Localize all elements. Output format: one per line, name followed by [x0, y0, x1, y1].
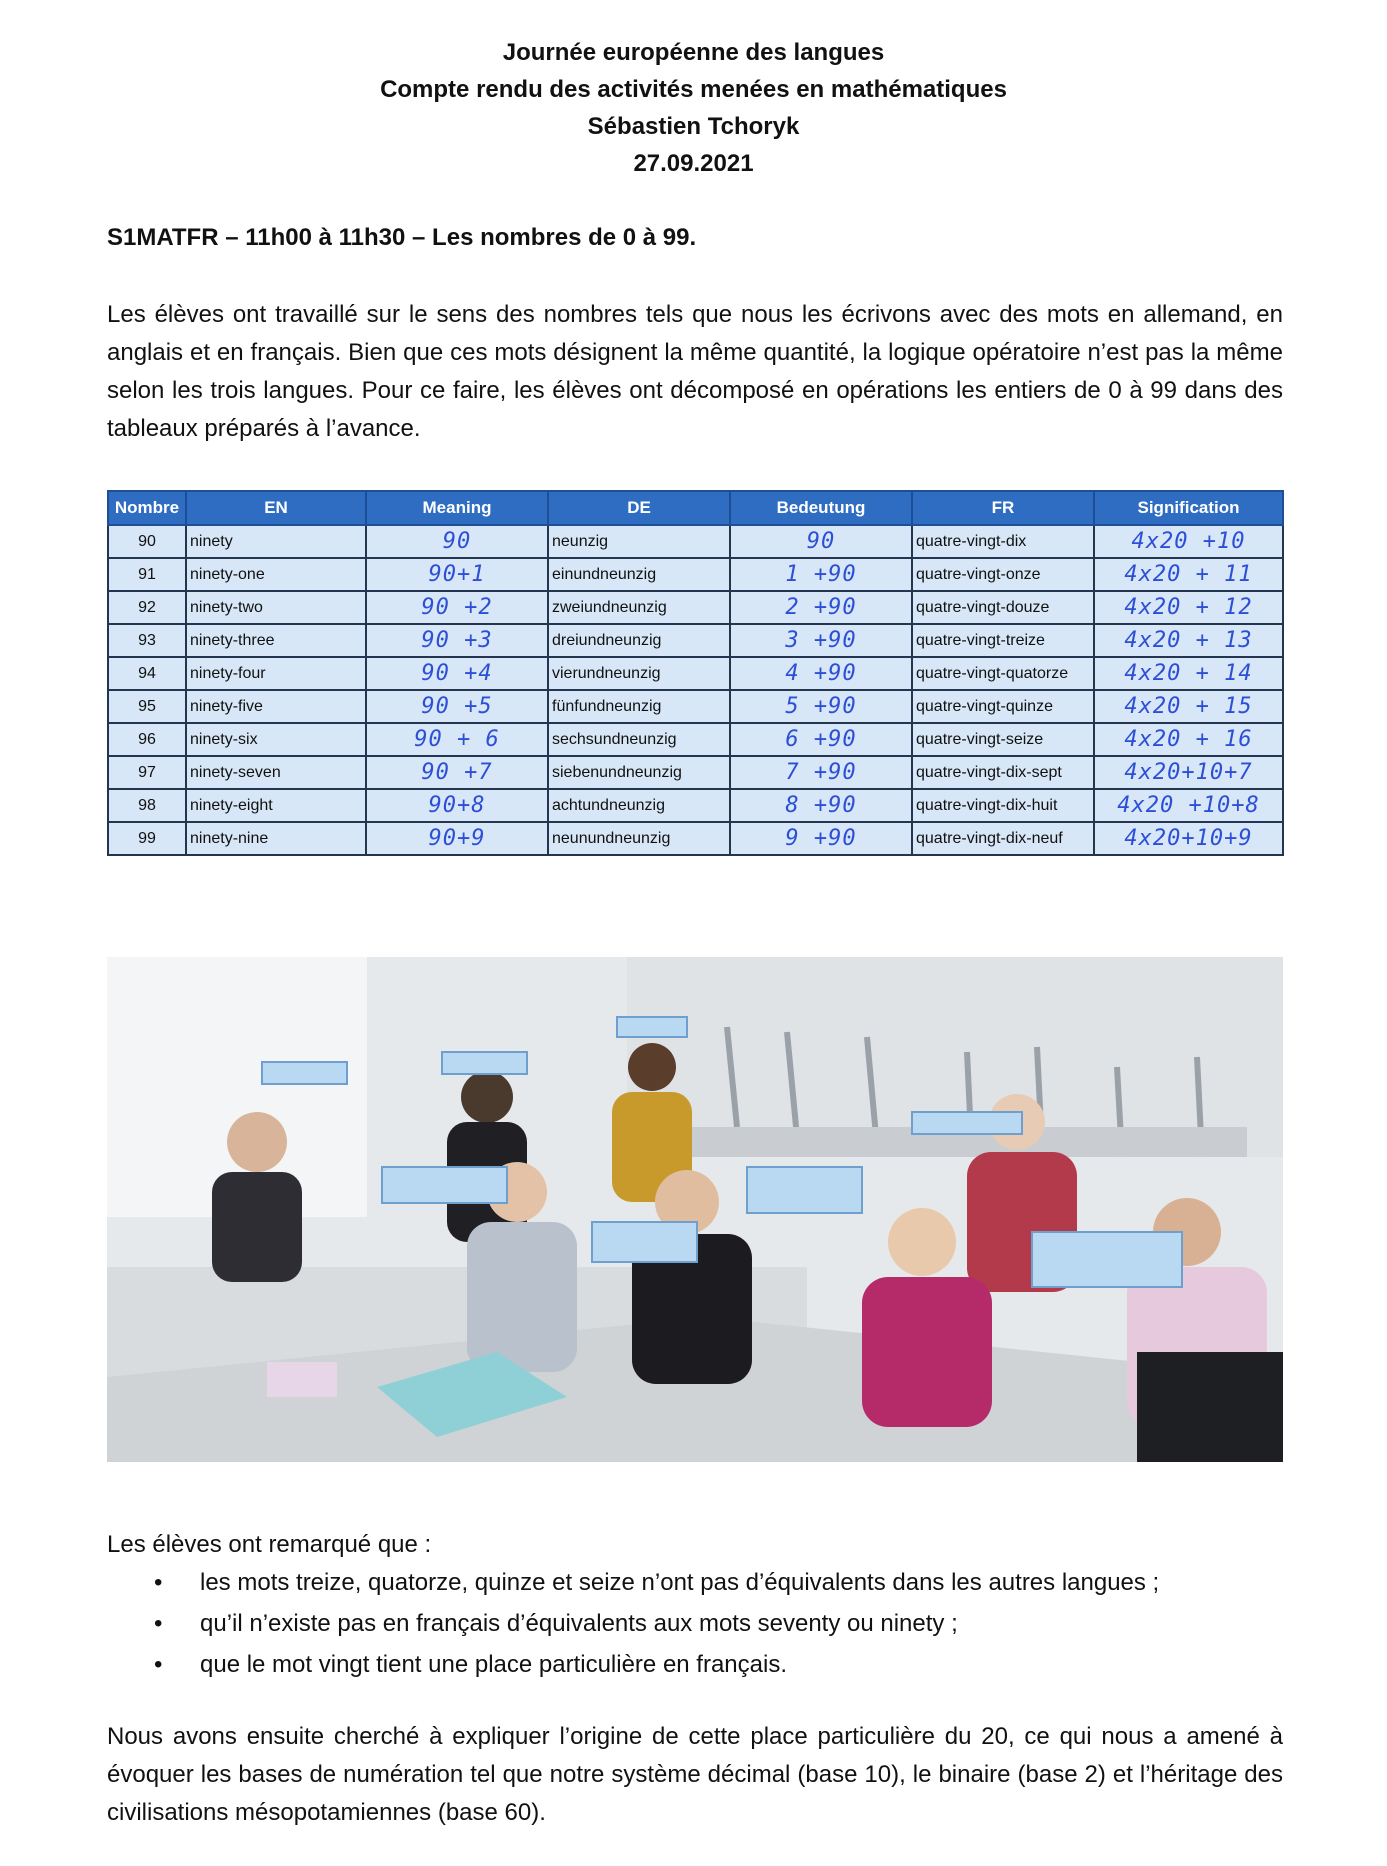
event-title: Journée européenne des langues	[502, 39, 885, 66]
table-cell: einundneunzig	[548, 558, 730, 591]
table-cell: ninety-eight	[186, 789, 366, 822]
column-header: DE	[548, 491, 730, 525]
handwritten-cell: 6 +90	[730, 723, 912, 756]
table-row	[108, 624, 1283, 657]
list-item	[140, 1644, 1280, 1685]
handwritten-cell: 90 +4	[366, 657, 548, 690]
table-cell: quatre-vingt-quinze	[912, 690, 1094, 723]
table-cell: quatre-vingt-treize	[912, 624, 1094, 657]
list-item-text: qu’il n’existe pas en français d’équivalents aux mots seventy ou ninety ;	[200, 1610, 958, 1637]
table-row	[108, 558, 1283, 591]
table-cell: 91	[108, 558, 186, 591]
table-cell: ninety-nine	[186, 822, 366, 855]
conclusion-paragraph: Nous avons ensuite cherché à expliquer l’origine de cette place particulière du 20, ce qui nous a amené à évoquer les bases de numération tel que notre système décimal (base 10), le binaire (base 2) et l’héritage des civilisations mésopotamiennes (base 60).	[107, 1723, 1283, 1826]
section-title: S1MATFR – 11h00 à 11h30 – Les nombres de 0 à 99.	[107, 224, 697, 251]
table-cell: neunundneunzig	[548, 822, 730, 855]
table-cell: 98	[108, 789, 186, 822]
author-name: Sébastien Tchoryk	[587, 113, 800, 140]
column-header: EN	[186, 491, 366, 525]
list-item-text: que le mot vingt tient une place particulière en français.	[200, 1651, 788, 1678]
handwritten-cell: 8 +90	[730, 789, 912, 822]
table-row	[108, 525, 1283, 558]
table-row	[108, 723, 1283, 756]
table-cell: quatre-vingt-dix-neuf	[912, 822, 1094, 855]
table-cell: 94	[108, 657, 186, 690]
report-title: Compte rendu des activités menées en mathématiques	[380, 76, 1007, 103]
handwritten-cell: 90+1	[366, 558, 548, 591]
column-header: Nombre	[108, 491, 186, 525]
handwritten-cell: 2 +90	[730, 591, 912, 624]
handwritten-cell: 4x20 + 14	[1094, 657, 1283, 690]
table-cell: quatre-vingt-dix-huit	[912, 789, 1094, 822]
table-row	[108, 822, 1283, 855]
handwritten-cell: 9 +90	[730, 822, 912, 855]
classroom-photo-illustration	[107, 957, 1283, 1462]
list-item	[140, 1562, 1280, 1603]
table-cell: ninety-three	[186, 624, 366, 657]
table-row	[108, 690, 1283, 723]
table-cell: quatre-vingt-douze	[912, 591, 1094, 624]
table-cell: 93	[108, 624, 186, 657]
table-row	[108, 657, 1283, 690]
table-cell: 96	[108, 723, 186, 756]
table-cell: ninety-six	[186, 723, 366, 756]
table-cell: quatre-vingt-quatorze	[912, 657, 1094, 690]
table-cell: quatre-vingt-seize	[912, 723, 1094, 756]
table-header-row	[108, 491, 1283, 525]
bullet-icon: •	[154, 1651, 163, 1678]
table-cell: zweiundneunzig	[548, 591, 730, 624]
handwritten-cell: 90 +5	[366, 690, 548, 723]
table-cell: 95	[108, 690, 186, 723]
handwritten-cell: 90 +3	[366, 624, 548, 657]
table-cell: 92	[108, 591, 186, 624]
handwritten-cell: 4x20 + 11	[1094, 558, 1283, 591]
column-header: Meaning	[366, 491, 548, 525]
handwritten-cell: 90 +2	[366, 591, 548, 624]
handwritten-cell: 1 +90	[730, 558, 912, 591]
table-row	[108, 591, 1283, 624]
table-cell: 99	[108, 822, 186, 855]
bullet-icon: •	[154, 1569, 163, 1596]
handwritten-cell: 5 +90	[730, 690, 912, 723]
column-header: FR	[912, 491, 1094, 525]
handwritten-cell: 4x20 + 12	[1094, 591, 1283, 624]
column-header: Signification	[1094, 491, 1283, 525]
handwritten-cell: 4x20 + 13	[1094, 624, 1283, 657]
observations-lead: Les élèves ont remarqué que :	[107, 1531, 432, 1558]
table-cell: 90	[108, 525, 186, 558]
table-cell: vierundneunzig	[548, 657, 730, 690]
table-row	[108, 756, 1283, 789]
table-cell: neunzig	[548, 525, 730, 558]
handwritten-cell: 4x20+10+7	[1094, 756, 1283, 789]
handwritten-cell: 4x20+10+9	[1094, 822, 1283, 855]
handwritten-cell: 90	[730, 525, 912, 558]
handwritten-cell: 3 +90	[730, 624, 912, 657]
table-cell: quatre-vingt-dix	[912, 525, 1094, 558]
table-cell: 97	[108, 756, 186, 789]
list-item	[140, 1603, 1280, 1644]
handwritten-cell: 4 +90	[730, 657, 912, 690]
handwritten-cell: 4x20 + 15	[1094, 690, 1283, 723]
table-row	[108, 789, 1283, 822]
report-date: 27.09.2021	[633, 150, 754, 177]
handwritten-cell: 90+8	[366, 789, 548, 822]
column-header: Bedeutung	[730, 491, 912, 525]
handwritten-cell: 7 +90	[730, 756, 912, 789]
table-cell: ninety-two	[186, 591, 366, 624]
observations-list	[140, 1562, 1280, 1685]
table-cell: dreiundneunzig	[548, 624, 730, 657]
handwritten-cell: 90 +7	[366, 756, 548, 789]
table-cell: ninety-five	[186, 690, 366, 723]
table-cell: achtundneunzig	[548, 789, 730, 822]
handwritten-cell: 90	[366, 525, 548, 558]
table-cell: quatre-vingt-dix-sept	[912, 756, 1094, 789]
table-cell: ninety-seven	[186, 756, 366, 789]
handwritten-cell: 90+9	[366, 822, 548, 855]
list-item-text: les mots treize, quatorze, quinze et seize n’ont pas d’équivalents dans les autres langues ;	[200, 1569, 1160, 1596]
table-cell: ninety	[186, 525, 366, 558]
document-header	[0, 34, 1387, 182]
intro-paragraph: Les élèves ont travaillé sur le sens des nombres tels que nous les écrivons avec des mots en allemand, en anglais et en français. Bien que ces mots désignent la même quantité, la logique opératoire n’est pas la même selon les trois langues. Pour ce faire, les élèves ont décomposé en opérations les entiers de 0 à 99 dans des tableaux préparés à l’avance.	[107, 301, 1283, 442]
table-cell: ninety-four	[186, 657, 366, 690]
table-cell: siebenundneunzig	[548, 756, 730, 789]
handwritten-cell: 4x20 + 16	[1094, 723, 1283, 756]
table-cell: sechsundneunzig	[548, 723, 730, 756]
table-cell: fünfundneunzig	[548, 690, 730, 723]
handwritten-cell: 4x20 +10+8	[1094, 789, 1283, 822]
classroom-photo	[107, 957, 1283, 1462]
handwritten-cell: 4x20 +10	[1094, 525, 1283, 558]
numbers-table	[107, 490, 1284, 856]
handwritten-cell: 90 + 6	[366, 723, 548, 756]
bullet-icon: •	[154, 1610, 163, 1637]
table-cell: ninety-one	[186, 558, 366, 591]
table-cell: quatre-vingt-onze	[912, 558, 1094, 591]
